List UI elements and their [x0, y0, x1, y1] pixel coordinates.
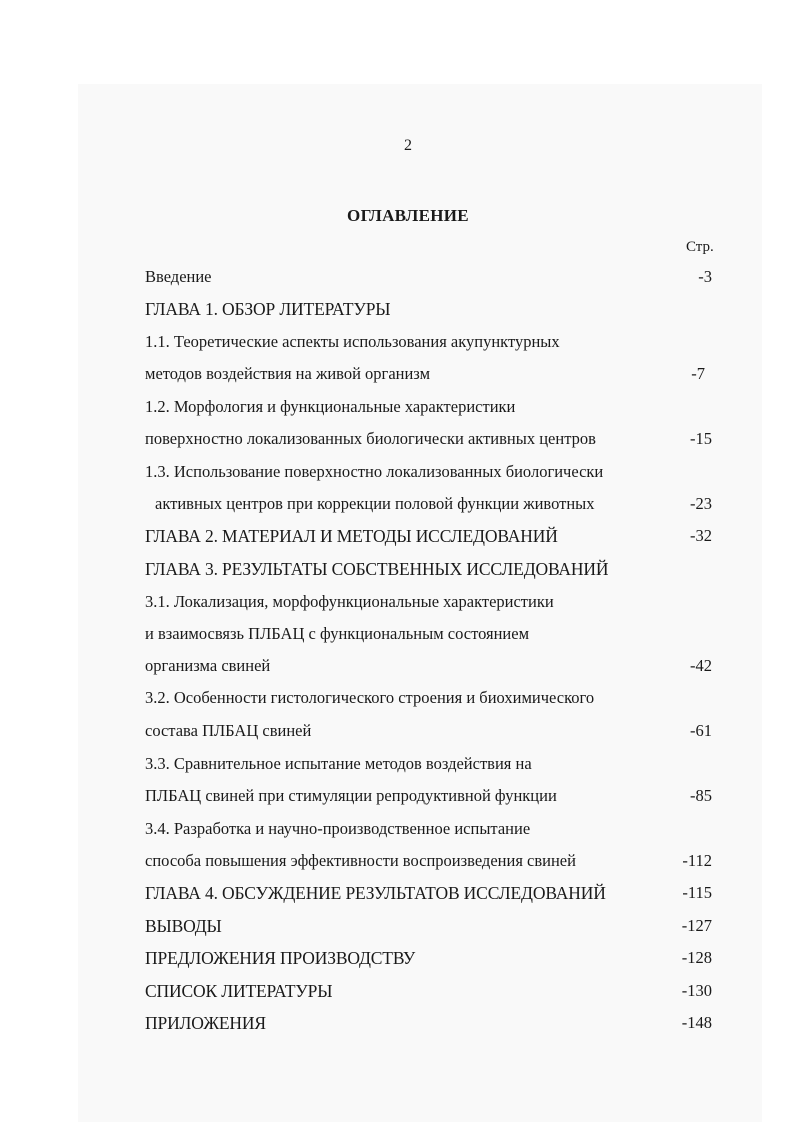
toc-entry	[0, 719, 793, 743]
toc-entry-text: ВЫВОДЫ	[145, 916, 222, 936]
toc-entry	[0, 849, 793, 873]
page-title: ОГЛАВЛЕНИЕ	[347, 206, 469, 225]
toc-entry	[0, 1011, 793, 1035]
toc-entry	[0, 622, 793, 646]
toc-entry	[0, 914, 793, 938]
toc-entry-page: -85	[690, 786, 712, 805]
toc-entry-page: -112	[682, 851, 712, 870]
toc-entry	[0, 524, 793, 548]
toc-entry-text: ГЛАВА 2. МАТЕРИАЛ И МЕТОДЫ ИССЛЕДОВАНИЙ	[145, 526, 558, 546]
toc-entry	[0, 460, 793, 484]
toc-entry-text: 3.1. Локализация, морфофункциональные характеристики	[145, 592, 554, 611]
pages-column-header: Стр.	[686, 239, 714, 255]
toc-entry	[0, 427, 793, 451]
toc-entry-text: ПЛБАЦ свиней при стимуляции репродуктивной функции	[145, 786, 557, 805]
toc-entry-text: ПРИЛОЖЕНИЯ	[145, 1013, 266, 1033]
toc-entry-text: 1.3. Использование поверхностно локализованных биологически	[145, 462, 604, 481]
page-number: 2	[404, 137, 412, 154]
toc-entry	[0, 492, 793, 516]
toc-entry	[0, 590, 793, 614]
toc-entry	[0, 362, 793, 386]
toc-entry-page: -127	[681, 916, 712, 935]
toc-entry-text: 3.4. Разработка и научно-производственное испытание	[145, 819, 531, 838]
toc-entry	[0, 557, 793, 581]
toc-entry	[0, 395, 793, 419]
toc-entry-page: -128	[681, 948, 712, 967]
toc-entry	[0, 979, 793, 1003]
toc-entry-text: поверхностно локализованных биологически активных центров	[145, 429, 596, 448]
toc-entry	[0, 752, 793, 776]
toc-entry	[0, 297, 793, 321]
toc-entry-text: 3.2. Особенности гистологического строения и биохимического	[145, 688, 595, 707]
toc-entry-text: ПРЕДЛОЖЕНИЯ ПРОИЗВОДСТВУ	[145, 948, 416, 968]
toc-entry-page: -115	[682, 883, 712, 902]
toc-entry-text: активных центров при коррекции половой функции животных	[155, 494, 595, 513]
toc-entry-text: ГЛАВА 1. ОБЗОР ЛИТЕРАТУРЫ	[145, 299, 391, 319]
toc-entry-page: -42	[690, 656, 712, 675]
toc-entry-page: -23	[690, 494, 712, 513]
toc-entry-page: -7	[691, 364, 705, 383]
toc-entry	[0, 654, 793, 678]
toc-entry	[0, 784, 793, 808]
toc-entry-text: Введение	[145, 267, 212, 286]
toc-entry-page: -32	[690, 526, 712, 545]
toc-entry-page: -61	[690, 721, 712, 740]
toc-entry-text: 1.1. Теоретические аспекты использования акупунктурных	[145, 332, 560, 351]
toc-entry	[0, 881, 793, 905]
toc-entry	[0, 265, 793, 289]
toc-entry-text: организма свиней	[145, 656, 271, 675]
toc-entry-text: способа повышения эффективности воспроизведения свиней	[145, 851, 576, 870]
toc-entry-text: и взаимосвязь ПЛБАЦ с функциональным состоянием	[145, 624, 530, 643]
toc-entry-page: -148	[681, 1013, 712, 1032]
toc-entry	[0, 686, 793, 710]
toc-entry-page: -3	[698, 267, 712, 286]
toc-entry	[0, 330, 793, 354]
toc-entry-text: 1.2. Морфология и функциональные характеристики	[145, 397, 516, 416]
toc-entry	[0, 817, 793, 841]
toc-entry-text: 3.3. Сравнительное испытание методов воздействия на	[145, 754, 532, 773]
toc-entry-text: СПИСОК ЛИТЕРАТУРЫ	[145, 981, 333, 1001]
toc-entry-page: -15	[690, 429, 712, 448]
toc-entry	[0, 946, 793, 970]
toc-entry-page: -130	[681, 981, 712, 1000]
toc-entry-text: методов воздействия на живой организм	[145, 364, 431, 383]
toc-entry-text: ГЛАВА 3. РЕЗУЛЬТАТЫ СОБСТВЕННЫХ ИССЛЕДОВАНИЙ	[145, 559, 609, 579]
toc-entry-text: состава ПЛБАЦ свиней	[145, 721, 312, 740]
toc-entry-text: ГЛАВА 4. ОБСУЖДЕНИЕ РЕЗУЛЬТАТОВ ИССЛЕДОВАНИЙ	[145, 883, 606, 903]
